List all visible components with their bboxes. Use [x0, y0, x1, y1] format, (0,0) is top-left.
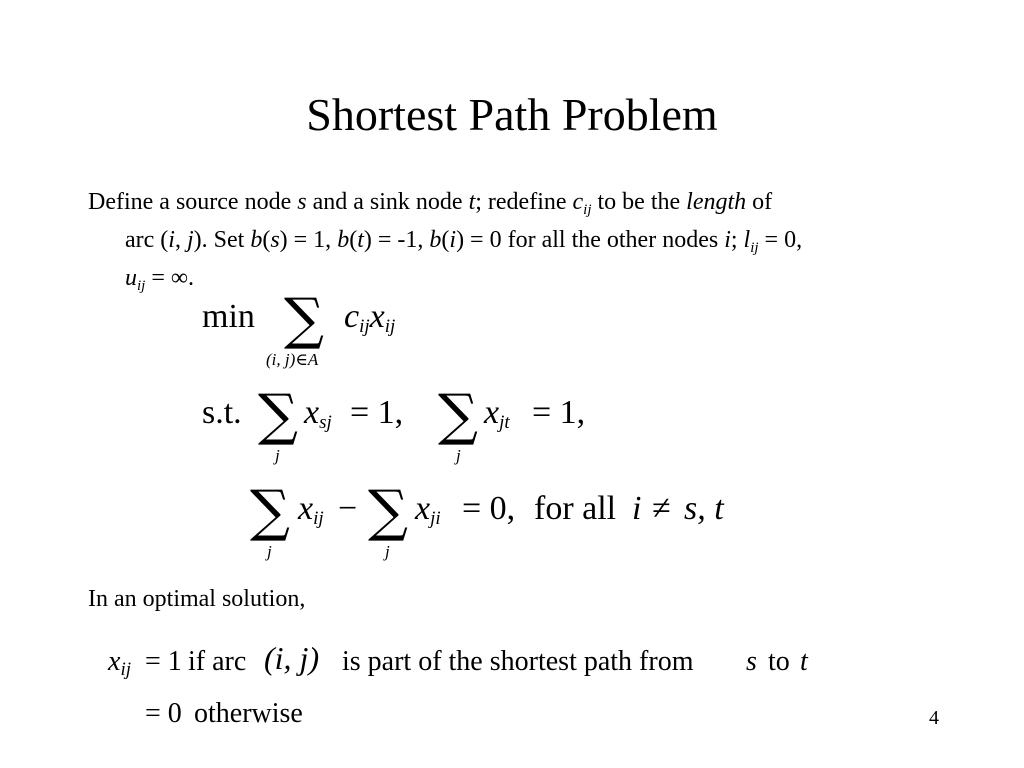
text: (: [349, 227, 358, 253]
term-x-ji: [415, 490, 441, 528]
equals-one: = 1,: [350, 394, 404, 431]
subscript-ij: ij: [137, 278, 146, 294]
equals-one: = 1: [145, 646, 182, 677]
var-i: i: [724, 227, 731, 253]
var-x: x: [108, 646, 121, 677]
text: arc (: [125, 227, 169, 253]
for-all-label: for all: [534, 490, 617, 527]
text: ) = -1,: [363, 227, 430, 253]
var-s: s: [297, 189, 307, 215]
text: ; redefine: [475, 189, 573, 215]
text: and a sink node: [306, 189, 469, 215]
equals-zero: = 0,: [462, 490, 516, 527]
var-x: x: [298, 490, 314, 527]
sum-symbol: ∑: [368, 479, 408, 544]
sum-index-j: j: [385, 542, 390, 561]
not-equal-sign: ≠: [652, 490, 671, 527]
text: (: [262, 227, 271, 253]
arc-pair: (i, j): [264, 640, 320, 676]
var-t: t: [468, 189, 476, 215]
sum-symbol: ∑: [284, 287, 324, 352]
var-i: i: [632, 490, 642, 527]
sum-index-j: j: [456, 446, 461, 465]
sum-symbol: ∑: [438, 383, 478, 448]
constraint-term-sj: [304, 394, 332, 432]
to-label: to: [768, 646, 790, 677]
text: = ∞.: [145, 265, 194, 291]
var-l: l: [743, 227, 751, 253]
text: of: [746, 189, 773, 215]
subscript-ij: ij: [750, 240, 759, 256]
var-b: b: [337, 227, 350, 253]
st-label: s.t.: [202, 394, 242, 431]
var-x: x: [484, 394, 500, 431]
subscript-jt: jt: [499, 412, 510, 433]
var-s-t: s, t: [684, 490, 724, 527]
emphasis-length: length: [686, 189, 747, 215]
var-c: c: [344, 298, 360, 335]
sum-index-j: j: [275, 446, 280, 465]
text: Define a source node: [88, 189, 298, 215]
var-x: x: [369, 298, 385, 335]
var-t: t: [800, 646, 808, 677]
if-arc-label: if arc: [188, 646, 247, 677]
equals-one: = 1,: [532, 394, 586, 431]
text: to be the: [591, 189, 687, 215]
page-number: 4: [929, 707, 939, 729]
equals-zero: = 0: [145, 698, 182, 729]
var-i: i: [449, 227, 457, 253]
otherwise-label: otherwise: [194, 698, 303, 729]
var-s: s: [746, 646, 757, 677]
definition-line-3: [88, 259, 948, 297]
subscript-ij: ij: [359, 316, 370, 337]
subscript-ij: ij: [313, 508, 324, 529]
var-c: c: [572, 189, 584, 215]
text: = 0,: [758, 227, 803, 253]
text: ,: [174, 227, 187, 253]
var-x: x: [415, 490, 431, 527]
sum-index: (i, j)∈A: [266, 350, 319, 369]
subscript-ij: ij: [583, 202, 592, 218]
var-b: b: [429, 227, 442, 253]
text: ) = 0 for all the other nodes: [456, 227, 725, 253]
text: ;: [730, 227, 744, 253]
subscript-ij: ij: [384, 316, 396, 337]
minus-sign: −: [338, 490, 358, 527]
var-t: t: [357, 227, 364, 253]
subscript-ij: ij: [120, 659, 131, 680]
objective-term: [344, 298, 395, 336]
var-j: j: [186, 227, 194, 253]
optimal-intro: In an optimal solution,: [88, 586, 306, 612]
var-b: b: [250, 227, 263, 253]
min-label: min: [202, 298, 255, 335]
definition-paragraph: [88, 183, 948, 297]
text: ). Set: [193, 227, 251, 253]
subscript-ji: ji: [430, 508, 441, 529]
definition-line-1: [88, 183, 948, 221]
slide-title: Shortest Path Problem: [306, 89, 718, 140]
sum-symbol: ∑: [258, 383, 298, 448]
var-i: i: [168, 227, 175, 253]
shortest-path-text: is part of the shortest path from: [342, 646, 694, 677]
subscript-sj: sj: [319, 412, 332, 433]
var-s: s: [270, 227, 280, 253]
definition-line-2: [88, 221, 948, 259]
sum-index-j: j: [267, 542, 272, 561]
text: ) = 1,: [279, 227, 338, 253]
term-x-ij: [108, 646, 131, 678]
text: (: [441, 227, 450, 253]
term-x-ij: [298, 490, 324, 528]
constraint-term-jt: [484, 394, 510, 432]
var-x: x: [304, 394, 320, 431]
sum-symbol: ∑: [250, 479, 290, 544]
var-u: u: [125, 265, 137, 291]
